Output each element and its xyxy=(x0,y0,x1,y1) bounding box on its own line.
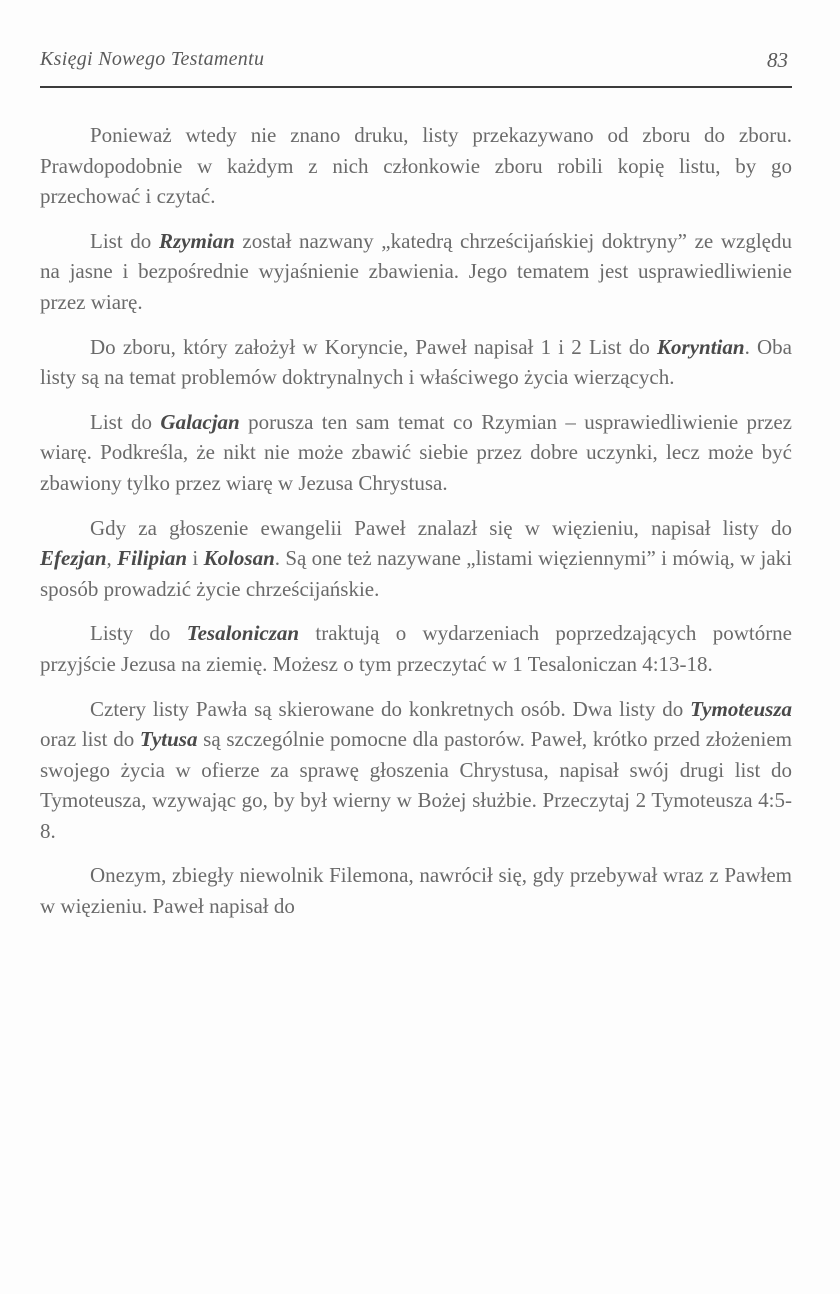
paragraph-galatians xyxy=(40,407,792,499)
book-name-colossians: Kolosan xyxy=(203,546,275,571)
paragraph-onesimus xyxy=(40,860,792,921)
paragraph-prison-letters xyxy=(40,513,792,605)
paragraph-text: traktują o wydarzeniach poprzedzających powtórne przyjście Jezusa na ziemię. Możesz o tym przeczytać w 1 Tesaloniczan 4:13-18. xyxy=(40,621,793,676)
paragraph-text: , xyxy=(106,546,118,571)
book-name-corinthians: Koryntian xyxy=(657,334,745,359)
book-name-thessalonians: Tesaloniczan xyxy=(186,621,300,646)
paragraph-text: został nazwany „katedrą chrześcijańskiej doktryny” ze względu na jasne i bezpośrednie wyjaśnienie zbawienia. Jego tematem jest usprawiedliwienie przez wiarę. xyxy=(40,228,792,314)
body-text xyxy=(40,120,792,936)
paragraph-text: Ponieważ wtedy nie znano druku, listy przekazywano od zboru do zboru. Prawdopodobnie w każdym z nich członkowie zboru robili kopię listu, by go przechować i czytać. xyxy=(40,123,792,209)
book-name-ephesians: Efezjan xyxy=(40,546,107,571)
paragraph-printing xyxy=(40,120,792,212)
paragraph-text: . Oba listy są na temat problemów doktrynalnych i właściwego życia wierzących. xyxy=(40,334,792,390)
paragraph-text: Gdy za głoszenie ewangelii Paweł znalazł się w więzieniu, napisał listy do xyxy=(90,515,792,540)
page-number: 83 xyxy=(767,48,788,72)
book-name-titus: Tytusa xyxy=(139,727,198,752)
paragraph-thessalonians xyxy=(40,618,792,679)
book-name-galatians: Galacjan xyxy=(160,409,240,434)
paragraph-text: . Są one też nazywane „listami więziennymi” i mówią, w jaki sposób prowadzić życie chrześcijańskie. xyxy=(40,546,792,601)
paragraph-text: Onezym, zbiegły niewolnik Filemona, nawrócił się, gdy przebywał wraz z Pawłem w więzieniu. Paweł napisał do xyxy=(40,863,792,919)
paragraph-corinthians xyxy=(40,332,792,393)
running-header xyxy=(40,44,790,84)
paragraph-text: Do zboru, który założył w Koryncie, Paweł napisał 1 i 2 List do xyxy=(90,334,658,359)
header-divider xyxy=(40,86,792,88)
paragraph-text: List do xyxy=(90,228,159,253)
paragraph-text: i xyxy=(187,546,204,571)
paragraph-romans xyxy=(40,226,792,318)
paragraph-text: oraz list do xyxy=(40,727,140,752)
book-name-romans: Rzymian xyxy=(158,228,235,253)
paragraph-text: porusza ten sam temat co Rzymian – usprawiedliwienie przez wiarę. Podkreśla, że nikt nie może zbawić siebie przez dobre uczynki, lecz może być zbawiony tylko przez wiarę w Jezusa Chrystusa. xyxy=(40,409,793,495)
paragraph-pastoral-letters xyxy=(40,694,792,847)
paragraph-text: Listy do xyxy=(90,621,187,646)
paragraph-text: są szczególnie pomocne dla pastorów. Paweł, krótko przed złożeniem swojego życia w ofierze za sprawę głoszenia Chrystusa, napisał swój drugi list do Tymoteusza, wzywając go, by był wierny w Bożej służbie. Przeczytaj 2 Tymoteusza 4:5-8. xyxy=(40,727,793,843)
running-header-title: Księgi Nowego Testamentu xyxy=(40,48,265,70)
paragraph-text: Cztery listy Pawła są skierowane do konkretnych osób. Dwa listy do xyxy=(90,696,691,721)
book-name-philippians: Filipian xyxy=(117,546,188,571)
paragraph-text: List do xyxy=(90,409,161,434)
book-name-timothy: Tymoteusza xyxy=(690,696,792,721)
